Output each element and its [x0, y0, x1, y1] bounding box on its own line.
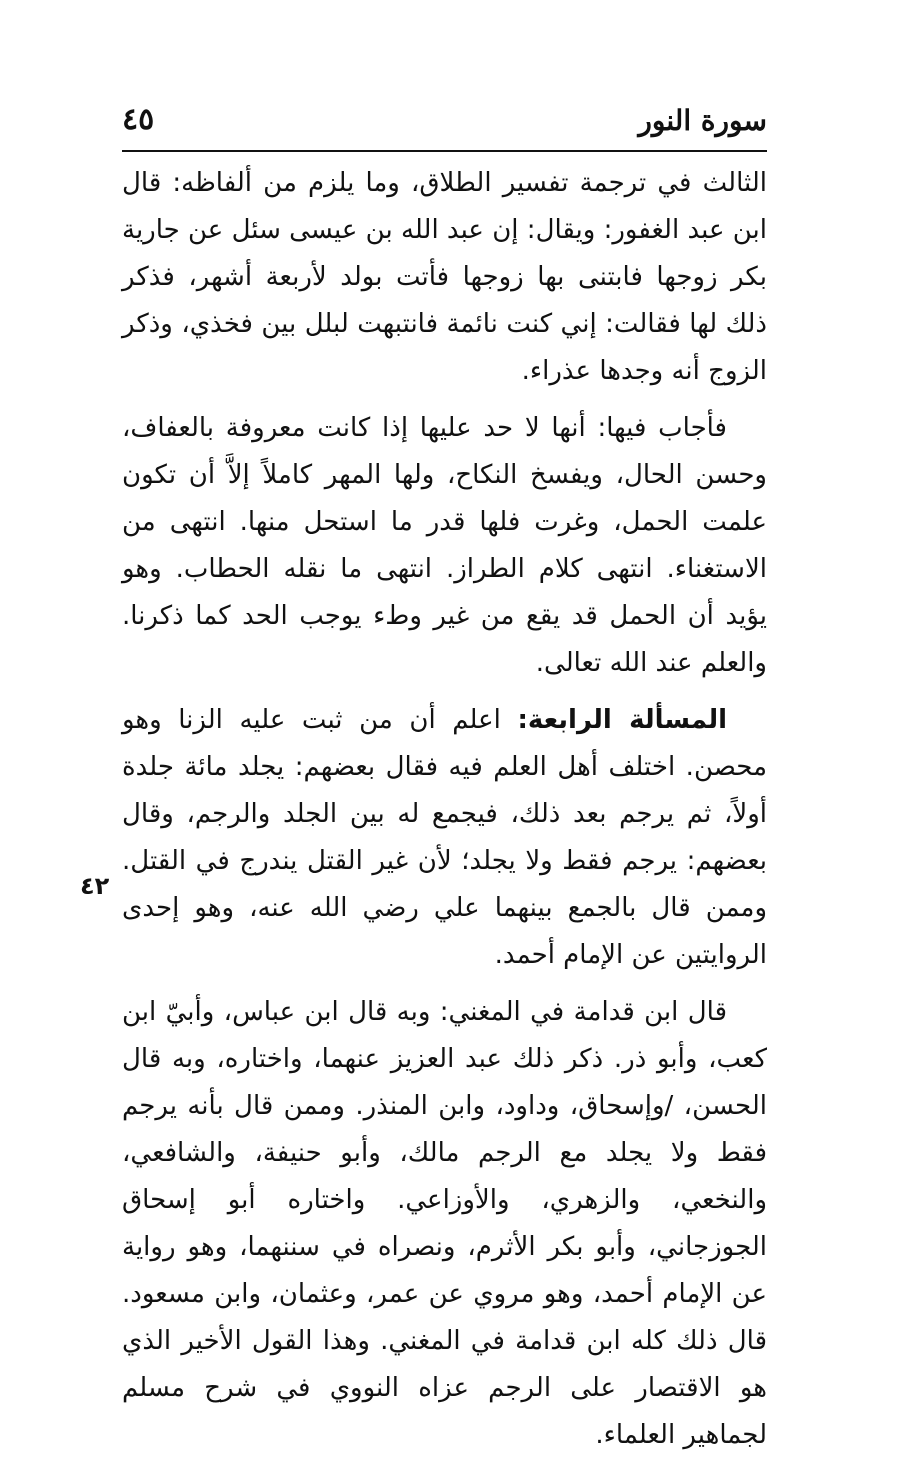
page-number: ٤٥	[122, 102, 155, 137]
paragraph-3	[122, 697, 767, 979]
page-header	[122, 96, 767, 152]
margin-reference-number: ٤٢	[80, 872, 110, 900]
paragraph-2: فأجاب فيها: أنها لا حد عليها إذا كانت معروفة بالعفاف، وحسن الحال، ويفسخ النكاح، ولها المهر كاملاً إلاَّ أن تكون علمت الحمل، وغرت فلها قدر ما استحل منها. انتهى من الاستغناء. انتهى كلام الطراز. انتهى ما نقله الحطاب. وهو يؤيد أن الحمل قد يقع من غير وطء يوجب الحد كما ذكرنا. والعلم عند الله تعالى.	[122, 413, 767, 678]
issue-text: اعلم أن من ثبت عليه الزنا وهو محصن. اختلف أهل العلم فيه فقال بعضهم: يجلد مائة جلدة أولاً، ثم يرجم بعد ذلك، فيجمع له بين الجلد والرجم، وقال بعضهم: يرجم فقط ولا يجلد؛ لأن غير القتل يندرج في القتل. وممن قال بالجمع بينهما علي رضي الله عنه، وهو إحدى الروايتين عن الإمام أحمد.	[122, 705, 767, 970]
paragraph-1: الثالث في ترجمة تفسير الطلاق، وما يلزم من ألفاظه: قال ابن عبد الغفور: ويقال: إن عبد الله بن عيسى سئل عن جارية بكر زوجها فابتنى بها زوجها فأتت بولد لأربعة أشهر، فذكر ذلك لها فقالت: إني كنت نائمة فانتبهت لبلل بين فخذي، وذكر الزوج أنه وجدها عذراء.	[122, 168, 767, 386]
paragraph-4: قال ابن قدامة في المغني: وبه قال ابن عباس، وأبيّ ابن كعب، وأبو ذر. ذكر ذلك عبد العزيز عنهما، واختاره، وبه قال الحسن، /وإسحاق، وداود، وابن المنذر. وممن قال بأنه يرجم فقط ولا يجلد مع الرجم مالك، وأبو حنيفة، والشافعي، والنخعي، والزهري، والأوزاعي. واختاره أبو إسحاق الجوزجاني، وأبو بكر الأثرم، ونصراه في سننهما، وهو رواية عن الإمام أحمد، وهو مروي عن عمر، وعثمان، وابن مسعود. قال ذلك كله ابن قدامة في المغني. وهذا القول الأخير الذي هو الاقتصار على الرجم عزاه النووي في شرح مسلم لجماهير العلماء.	[122, 997, 767, 1450]
header-divider	[122, 150, 767, 152]
body-text	[122, 160, 767, 1469]
issue-title: المسألة الرابعة:	[517, 705, 727, 735]
surah-title: سورة النور	[638, 104, 767, 137]
